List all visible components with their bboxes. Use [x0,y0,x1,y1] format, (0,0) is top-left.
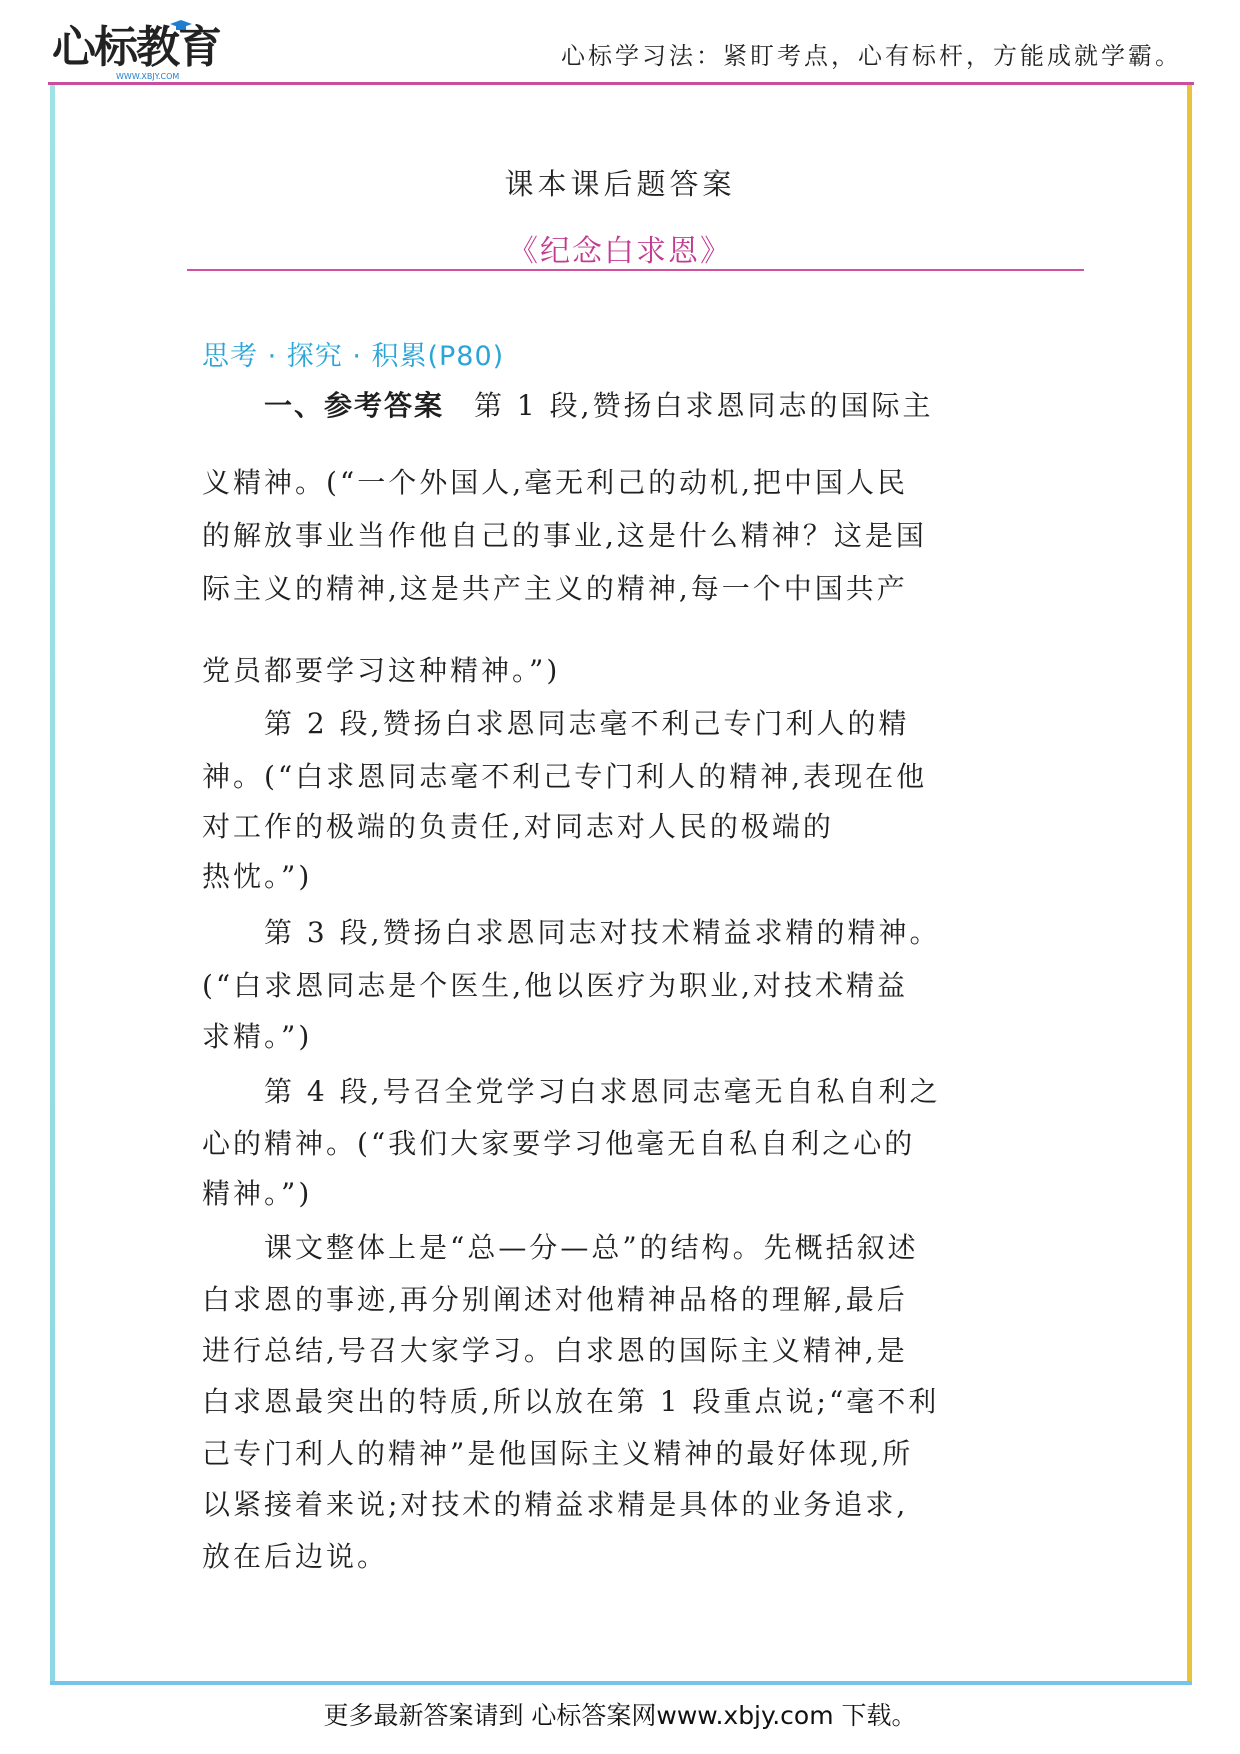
answer-line: 求精。”) [202,1020,313,1053]
logo-text: 心标教育 [52,22,220,73]
lesson-title: 《纪念白求恩》 [508,234,732,269]
answer-line: 第 4 段,号召全党学习白求恩同志毫无自私自利之 [264,1075,941,1108]
section-heading: 思考 · 探究 · 积累(P80) [202,341,505,372]
answer-text: 第 1 段,赞扬白求恩同志的国际主 [474,389,934,422]
answer-line: 第 2 段,赞扬白求恩同志毫不利己专门利人的精 [264,707,910,740]
answer-line: 己专门利人的精神”是他国际主义精神的最好体现,所 [202,1437,914,1470]
answer-line: 进行总结,号召大家学习。白求恩的国际主义精神,是 [202,1334,908,1367]
answer-line: 党员都要学习这种精神。”) [202,654,561,687]
logo-url: WWW.XBJY.COM [116,72,180,81]
header-divider [48,82,1194,85]
answer-line: 第 3 段,赞扬白求恩同志对技术精益求精的精神。 [264,916,941,949]
header-slogan: 心标学习法：紧盯考点，心有标杆，方能成就学霸。 [561,42,1182,70]
answer-line: 际主义的精神,这是共产主义的精神,每一个中国共产 [202,572,908,605]
frame-bottom-border [50,1681,1192,1685]
footer-download-note: 更多最新答案请到 心标答案网www.xbjy.com 下载。 [323,1701,917,1730]
answer-line: 精神。”) [202,1177,313,1210]
answer-line: 神。(“白求恩同志毫不利己专门利人的精神,表现在他 [202,760,928,793]
answer-line: 对工作的极端的负责任,对同志对人民的极端的 [202,810,834,843]
page-title: 课本课后题答案 [504,167,736,201]
title-divider [187,269,1084,271]
answer-line: 的解放事业当作他自己的事业,这是什么精神？这是国 [202,519,927,552]
answer-line: 热忱。”) [202,860,313,893]
answer-line: 放在后边说。 [202,1540,389,1573]
answer-line: 心的精神。(“我们大家要学习他毫无自私自利之心的 [202,1127,916,1160]
answer-line: 课文整体上是“总—分—总”的结构。先概括叙述 [264,1231,919,1264]
answer-line: 白求恩的事迹,再分别阐述对他精神品格的理解,最后 [202,1283,908,1316]
answer-line: 白求恩最突出的特质,所以放在第 1 段重点说;“毫不利 [202,1385,940,1418]
answer-lead-label: 一、参考答案 [264,389,445,422]
answer-line: (“白求恩同志是个医生,他以医疗为职业,对技术精益 [202,969,909,1002]
answer-line: 义精神。(“一个外国人,毫无利己的动机,把中国人民 [202,466,909,499]
frame-left-border [50,85,55,1685]
frame-right-border [1187,85,1192,1685]
answer-line: 以紧接着来说;对技术的精益求精是具体的业务追求, [202,1488,909,1521]
answer-line [264,386,934,426]
brand-logo [52,20,222,82]
